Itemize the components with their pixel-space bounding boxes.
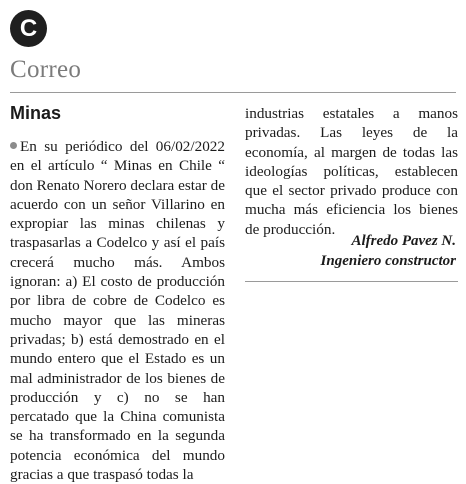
section-title: Correo (10, 56, 82, 83)
letter-body-text-1: En su periódico del 06/02/2022 en el artículo “ Minas en Chile “ don Renato Norero declara estar de acuerdo con un señor Villarino en expropiar las minas chilenas y traspasarlas a Codelco y así el país crecerá mucho más. Ambos ignoran: a) El costo de producción por libra de cobre de Codelco es mucho mayor que las mineras privadas; b) está demostrado en el mundo entero que el Estado es un mal administrador de los bienes de producción y c) no se han percatado que la China comunista se ha transformado en la segunda potencia económica del mundo gracias a que traspasó todas la (10, 138, 225, 484)
section-badge: C (10, 10, 47, 47)
signature-divider (245, 281, 458, 282)
letter-body-part-2: industrias estatales a manos privadas. Las leyes de la economía, al margen de todas las ideologías políticas, establecen que el sector privado produce con mucha más eficiencia los bienes de producción. (245, 105, 458, 238)
signature-title: Ingeniero constructor (320, 253, 456, 269)
signature-name: Alfredo Pavez N. (351, 233, 456, 249)
letter-column-2 (245, 104, 458, 239)
letter-headline: Minas (10, 103, 62, 123)
bullet-icon (10, 142, 17, 149)
section-divider (10, 92, 456, 93)
letter-column-1 (10, 137, 225, 484)
letter-body-part-1 (10, 137, 225, 484)
